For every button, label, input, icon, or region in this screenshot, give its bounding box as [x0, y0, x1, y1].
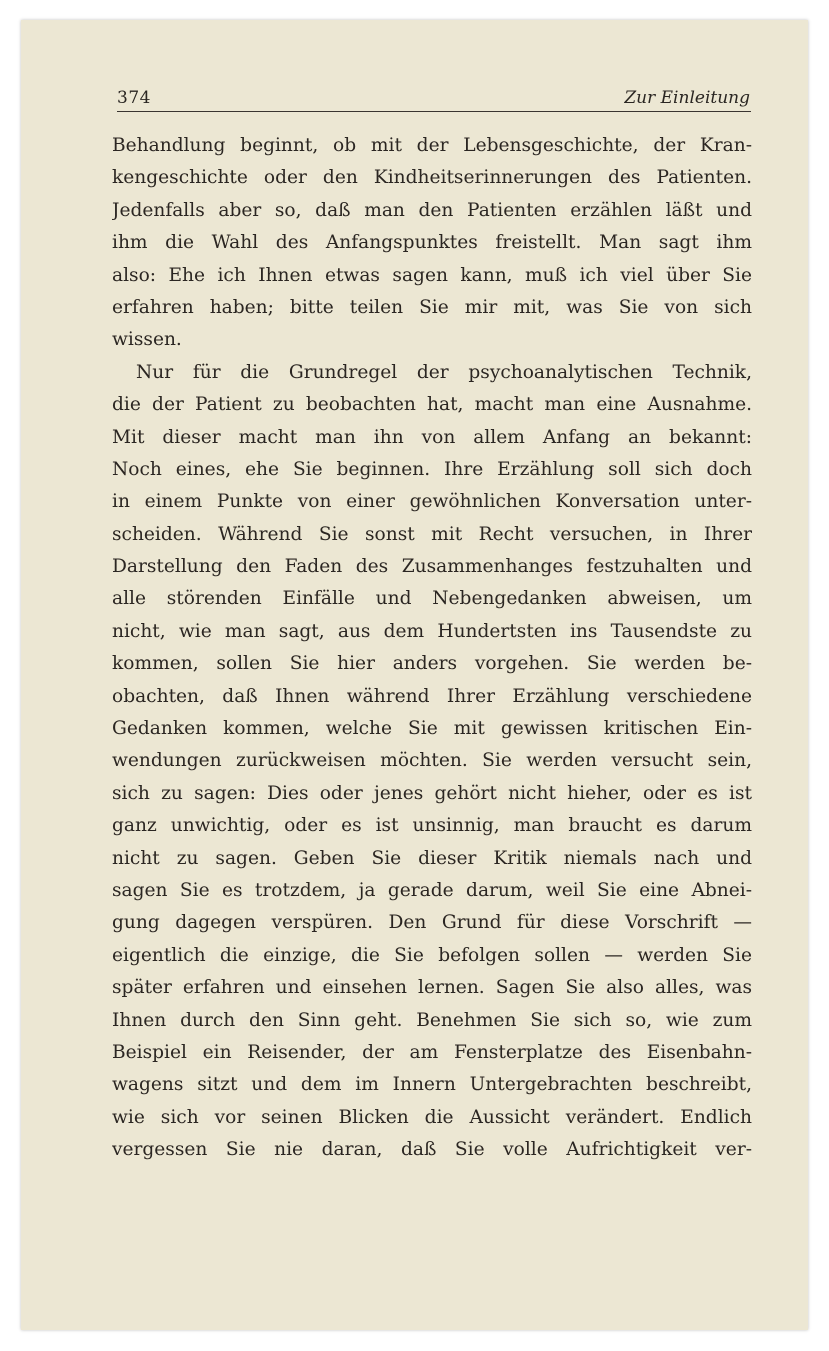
text-line: wie sich vor seinen Blicken die Aussicht verändert. Endlich: [112, 1106, 752, 1128]
text-line: erfahren haben; bitte teilen Sie mir mit, was Sie von sich: [112, 296, 752, 318]
header-rule: [117, 111, 751, 112]
text-line: vergessen Sie nie daran, daß Sie volle Aufrichtigkeit ver-: [112, 1139, 752, 1161]
text-line: also: Ehe ich Ihnen etwas sagen kann, muß ich viel über Sie: [112, 264, 752, 286]
text-line: ganz unwichtig, oder es ist unsinnig, man braucht es darum: [112, 815, 752, 837]
text-line: Darstellung den Faden des Zusammenhanges festzuhalten und: [112, 556, 752, 578]
page-header: [117, 84, 750, 112]
text-line: alle störenden Einfälle und Nebengedanken abweisen, um: [112, 588, 752, 610]
text-line: wagens sitzt und dem im Innern Untergebrachten beschreibt,: [112, 1074, 752, 1096]
text-line: die der Patient zu beobachten hat, macht man eine Ausnahme.: [112, 394, 752, 416]
text-line: nicht zu sagen. Geben Sie dieser Kritik niemals nach und: [112, 847, 752, 869]
text-line: Behandlung beginnt, ob mit der Lebensgeschichte, der Kran-: [112, 135, 752, 156]
text-line: Jedenfalls aber so, daß man den Patienten erzählen läßt und: [112, 199, 752, 221]
paragraph-2: [112, 357, 752, 1167]
text-line: gung dagegen verspüren. Den Grund für diese Vorschrift —: [112, 912, 752, 934]
running-head: Zur Einleitung: [624, 88, 750, 108]
text-line: sich zu sagen: Dies oder jenes gehört nicht hieher, oder es ist: [112, 782, 752, 804]
text-line: kommen, sollen Sie hier anders vorgehen. Sie werden be-: [112, 653, 752, 675]
text-line: sagen Sie es trotzdem, ja gerade darum, weil Sie eine Abnei-: [112, 879, 752, 901]
text-line: ihm die Wahl des Anfangspunktes freistellt. Man sagt ihm: [112, 232, 752, 254]
text-line: Nur für die Grundregel der psychoanalytischen Technik,: [136, 361, 752, 383]
text-line: wissen.: [112, 329, 182, 351]
text-line: nicht, wie man sagt, aus dem Hundertsten ins Tausendste zu: [112, 620, 752, 642]
text-line: in einem Punkte von einer gewöhnlichen Konversation unter-: [112, 491, 752, 513]
text-line: wendungen zurückweisen möchten. Sie werden versucht sein,: [112, 750, 752, 772]
text-line: Gedanken kommen, welche Sie mit gewissen kritischen Ein-: [112, 718, 752, 740]
text-line: scheiden. Während Sie sonst mit Recht versuchen, in Ihrer: [112, 523, 752, 545]
text-line: Noch eines, ehe Sie beginnen. Ihre Erzählung soll sich doch: [112, 458, 752, 480]
text-line: später erfahren und einsehen lernen. Sagen Sie also alles, was: [112, 977, 752, 999]
text-line: eigentlich die einzige, die Sie befolgen sollen — werden Sie: [112, 944, 752, 966]
text-line: Mit dieser macht man ihn von allem Anfang an bekannt:: [112, 426, 752, 448]
page-number: 374: [117, 88, 151, 108]
text-line: kengeschichte oder den Kindheitserinnerungen des Patienten.: [112, 167, 752, 189]
text-line: Ihnen durch den Sinn geht. Benehmen Sie sich so, wie zum: [112, 1009, 752, 1031]
body-text: [112, 130, 752, 1167]
paragraph-1: [112, 130, 752, 357]
text-line: Beispiel ein Reisender, der am Fensterplatze des Eisenbahn-: [112, 1041, 752, 1063]
text-line: obachten, daß Ihnen während Ihrer Erzählung verschiedene: [112, 685, 752, 707]
